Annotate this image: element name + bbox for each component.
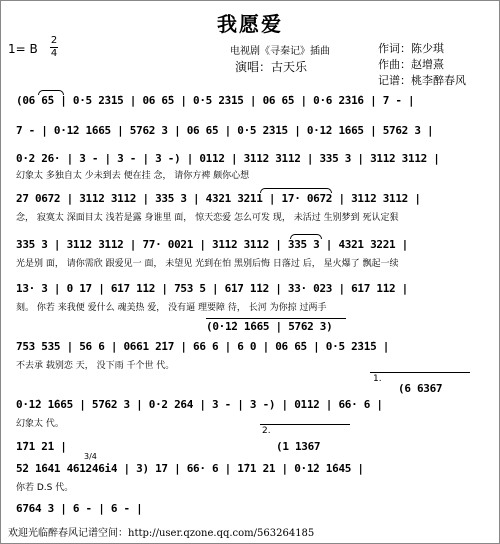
time-bottom: 4 xyxy=(50,48,58,59)
song-title: 我愿爱 xyxy=(217,12,283,36)
slur-3 xyxy=(290,234,322,239)
slur-1 xyxy=(38,90,64,95)
score-line-11: 6764 3 | 6 - | 6 - | xyxy=(16,502,143,515)
score-line-7: 753 535 | 56 6 | 0661 2̇17 | 66 6 | 6 0 | 06 6̇5 | 0·5 2̇3̇1̇5 | xyxy=(16,340,390,353)
lyricist-credit: 作词：陈少琪 xyxy=(378,42,444,55)
ending-2-line xyxy=(260,424,350,425)
time-top: 2 xyxy=(50,35,58,46)
lyric-line-8: 幻象太 代。 xyxy=(16,419,64,429)
fraction-mark: 3/4 xyxy=(84,452,97,461)
transcriber-credit: 记谱：桃李醉春风 xyxy=(378,74,466,87)
phrase-a-line xyxy=(206,318,346,319)
score-line-1: (06 6̇5 | 0·5 2̇3̇1̇5 | 06 6̇5 | 0·5 2̇3̇1̇5 | 06 6̇5 | 0·6 2̇3̇1̇6 | 7 - | xyxy=(16,94,415,107)
footer-text: 欢迎光临醉春风记谱空间：http://user.qzone.qq.com/563264185 xyxy=(8,528,315,539)
slur-2 xyxy=(260,188,332,193)
time-signature xyxy=(50,36,58,59)
bracket-phrase-b: (6 6367 xyxy=(398,382,443,395)
key-signature: 1= B xyxy=(8,42,38,56)
subtitle: 电视剧《寻秦记》插曲 xyxy=(230,46,330,57)
lyric-line-10: 你若 D.S 代。 xyxy=(16,483,74,493)
composer-credit: 作曲：赵增熹 xyxy=(378,58,444,71)
lyric-line-3: 幻象太 多独自太 少未到去 便在挂 念， 请你方裨 颇你心想 xyxy=(16,171,250,181)
score-line-9: 1̇71 2̇1 | xyxy=(16,440,67,453)
score-line-3: 0·2 26· | 3 - | 3 - | 3 -) | 0112 | 3112 3112 | 335 3 | 3112 3112 | xyxy=(16,152,440,165)
score-line-2: 7 - | 0·1̇2 1̇665 | 5762 3 | 06 6̇5 | 0·5 2̇3̇1̇5 | 0·1̇2 1̇665 | 5762 3 | xyxy=(16,124,434,137)
lyric-line-6: 刻。 你若 来我便 爱什么 魂美热 爱， 没有逼 理要障 待， 长河 为你掠 过两手 xyxy=(16,303,327,313)
ending-1-line xyxy=(370,372,470,373)
repeat-mark-2: 2. xyxy=(262,426,271,436)
singer: 演唱：古天乐 xyxy=(235,60,308,74)
bracket-phrase-c: (1 1367 xyxy=(276,440,321,453)
score-line-5: 335 3 | 3112 3112 | 77· 0021 | 3112 3112 | 335 3 | 4321 3221 | xyxy=(16,238,408,251)
lyric-line-5: 光是别 面， 请你需欣 跟爱见一 面， 未望见 光到在怕 黑别后悔 日落过 后， 星火爆了 飘起一续 xyxy=(16,259,399,269)
score-line-4: 27 0672 | 3112 3112 | 335 3 | 4321 3211 | 17· 0672 | 3112 3112 | xyxy=(16,192,421,205)
score-line-6: 13· 3 | 0 17 | 6̇17 1̇12 | 753 5 | 6̇17 1̇12 | 33· 023 | 6̇17 1̇12 | xyxy=(16,282,408,295)
score-line-10: 5̇2 1̇641 461246i4 | 3) 17 | 66· 6 | 1̇71 21 | 0·1̇2 1̇645 | xyxy=(16,462,364,475)
repeat-mark-1: 1. xyxy=(373,374,382,384)
bracket-phrase-a: (0·1̇2 1̇665 | 5762 3) xyxy=(206,320,333,333)
lyric-line-4: 念， 寂寞太 深面目太 浅若是露 身谁里 面， 惊天恋爱 怎么可发 现， 未活过 生别梦到 死认定狠 xyxy=(16,213,399,223)
lyric-line-7: 不去承 载别恋 天， 没下雨 千个世 代。 xyxy=(16,361,175,371)
score-line-8: 0·1̇2 1̇665 | 5762 3 | 0·2 264 | 3 - | 3 -) | 0112 | 66· 6 | xyxy=(16,398,383,411)
